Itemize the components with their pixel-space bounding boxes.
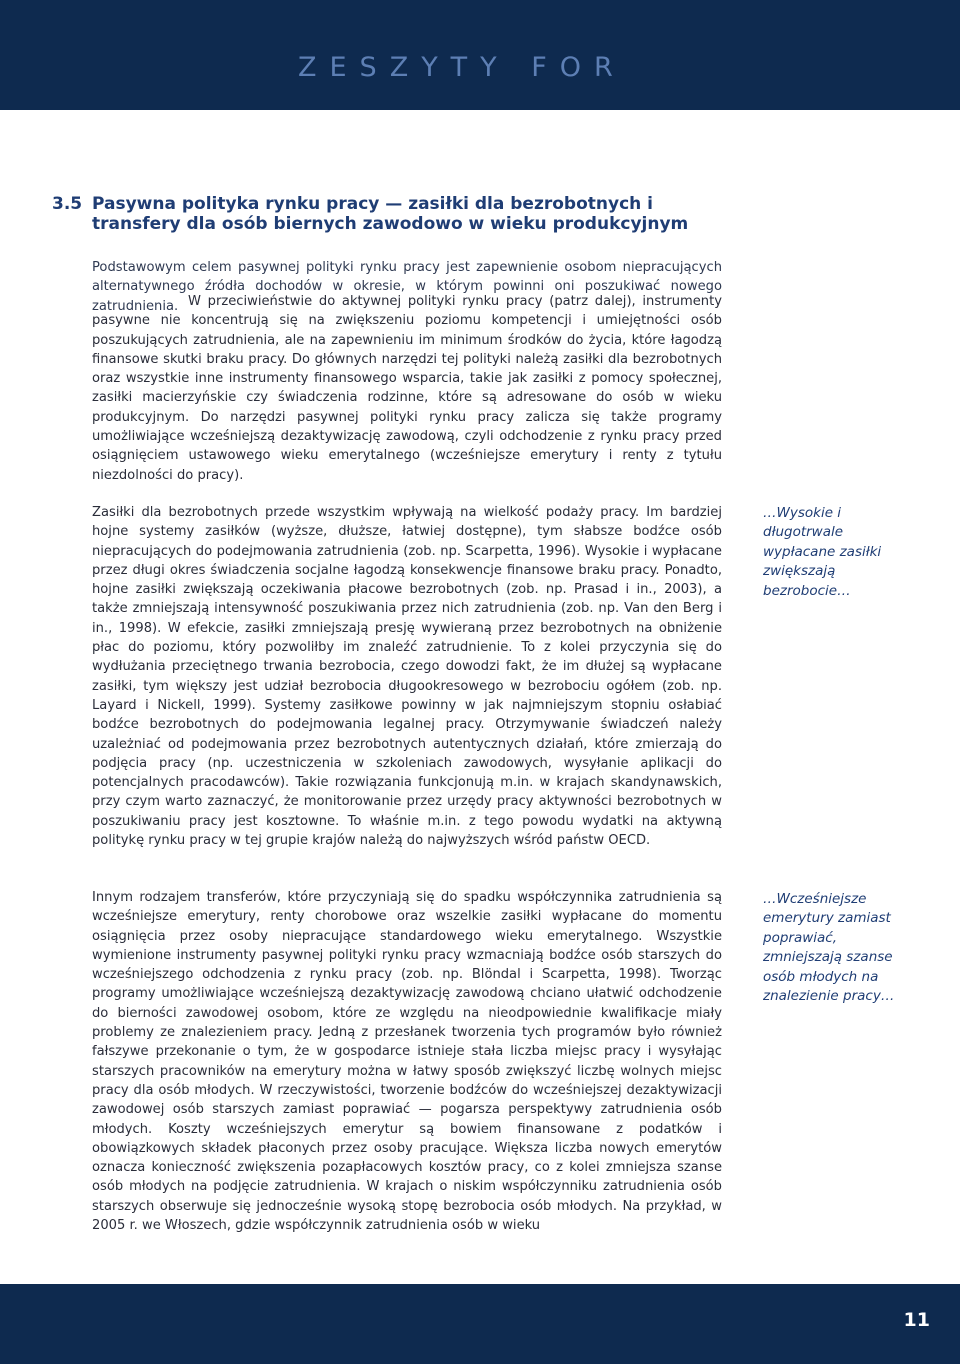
sidenote-2: …Wcześniejsze emerytury zamiast poprawiać, zmniejszają szanse osób młodych na znalezienie pracy…	[763, 891, 895, 1005]
journal-brand: ZESZYTY FOR	[298, 52, 626, 83]
body-paragraph-2: Zasiłki dla bezrobotnych przede wszystkim wpływają na wielkość podaży pracy. Im bardziej hojne systemy zasiłków (wyższe, dłuższe, łatwiej dostępne), tym słabsze bodźce osób niepracujących do podejmowania zatrudnienia (zob. np. Scarpetta, 1996). Wysokie i wypłacane przez długi okres świadczenia socjalne łagodzą konsekwencje finansowe braku pracy. Ponadto, hojne zasiłki zwiększają oczekiwania płacowe bezrobotnych (zob. np. Prasad i in., 2003), a także zmniejszają intensywność poszukiwania przez nich zatrudnienia (zob. np. Van den Berg i in., 1998). W efekcie, zasiłki zmniejszają presję wywieraną przez bezrobotnych na obniżenie płac do poziomu, który pozwoliłby im znaleźć zatrudnienie. To z kolei przyczynia się do wydłużania przeciętnego trwania bezrobocia, czego dowodzi fakt, że im dłużej są wypłacane zasiłki, tym większy jest udział bezrobocia długookresowego w bezrobociu ogółem (zob. np. Layard i Nickell, 1999). Systemy zasiłkowe powinny w jak najmniejszym stopniu osłabiać bodźce bezrobotnych do podejmowania legalnej pracy. Otrzymywanie świadczeń należy uzależniać od podejmowania przez bezrobotnych autentycznych działań, które zmierzają do podjęcia pracy (np. uczestniczenia w szkoleniach zawodowych, wysyłanie aplikacji do potencjalnych pracodawców). Takie rozwiązania funkcjonują m.in. w krajach skandynawskich, przy czym warto zaznaczyć, że monitorowanie przez urzędy pracy aktywności bezrobotnych w poszukiwaniu pracy jest kosztowne. To właśnie m.in. z tego powodu wydatki na aktywną politykę rynku pracy w tej grupie krajów należą do najwyższych wśród państw OECD.	[92, 505, 722, 849]
footer-band	[0, 1284, 960, 1364]
sidenote-1: …Wysokie i długotrwale wypłacane zasiłki zwiększają bezrobocie…	[763, 505, 882, 599]
section-number: 3.5	[52, 194, 83, 214]
body-paragraph-3: Innym rodzajem transferów, które przyczyniają się do spadku współczynnika zatrudnienia są wcześniejsze emerytury, renty chorobowe oraz wszelkie zasiłki wypłacane do momentu osiągnięcia przez osoby niepracujące standardowego wieku emerytalnego. Wszystkie wymienione instrumenty pasywnej polityki rynku pracy wzmacniają bodźce osób starszych do wcześniejszego odchodzenia z rynku pracy (zob. np. Blöndal i Scarpetta, 1998). Tworząc programy umożliwiające wcześniejszą dezaktywizację zawodową chciano ułatwić odchodzenie do bierności zawodowej osobom, które ze względu na nieodpowiednie kwalifikacje miały problemy ze znalezieniem pracy. Jedną z przesłanek tworzenia tych programów było również fałszywe przekonanie o tym, że w gospodarce istnieje stała liczba miejsc pracy i wysyłając starszych pracowników na emerytury można w łatwy sposób zwiększyć liczbę wolnych miejsc pracy dla osób młodych. W rzeczywistości, tworzenie bodźców do wcześniejszej dezaktywizacji zawodowej osób starszych zamiast poprawiać — pogarsza perspektywy zatrudnienia osób młodych. Koszty wcześniejszych emerytur są bowiem finansowane z podatków i obowiązkowych składek płaconych przez osoby pracujące. Większa liczba nowych emerytów oznacza konieczność zwiększenia pozapłacowych kosztów pracy, co z kolei zmniejsza szanse osób młodych na podjęcie zatrudnienia. W krajach o niskim współczynniku zatrudnienia osób starszych obserwuje się jednocześnie wysoką stopę bezrobocia osób młodych. Na przykład, w 2005 r. we Włoszech, gdzie współczynnik zatrudnienia osób w wieku	[92, 890, 722, 1234]
intro-paragraph: Podstawowym celem pasywnej polityki rynku pracy jest zapewnienie osobom niepracujących alternatywnego źródła dochodów w okresie, w którym powinni oni poszukiwać nowego zatrudnienia.	[92, 260, 722, 314]
header-band	[0, 0, 960, 110]
section-title: Pasywna polityka rynku pracy — zasiłki dla bezrobotnych i transfery dla osób biernych zawodowo w wieku produkcyjnym	[92, 194, 689, 234]
body-paragraph-1: W przeciwieństwie do aktywnej polityki rynku pracy (patrz dalej), instrumenty pasywne nie koncentrują się na zwiększeniu poziomu kompetencji i umiejętności osób poszukujących zatrudnienia, ale na zapewnieniu im minimum środków do życia, które łagodzą finansowe skutki braku pracy. Do głównych narzędzi tej polityki należą zasiłki dla bezrobotnych oraz wszystkie inne instrumenty finansowego wsparcia, takie jak zasiłki z pomocy społecznej, zasiłki macierzyńskie czy świadczenia rodzinne, które są adresowane do osób w wieku produkcyjnym. Do narzędzi pasywnej polityki rynku pracy zalicza się także programy umożliwiające wcześniejszą dezaktywizację zawodową, czyli odchodzenie z rynku pracy przed osiągnięciem ustawowego wieku emerytalnego (wcześniejsze emerytury i renty z tytułu niezdolności do pracy).	[92, 294, 722, 483]
page-number: 11	[903, 1309, 930, 1331]
